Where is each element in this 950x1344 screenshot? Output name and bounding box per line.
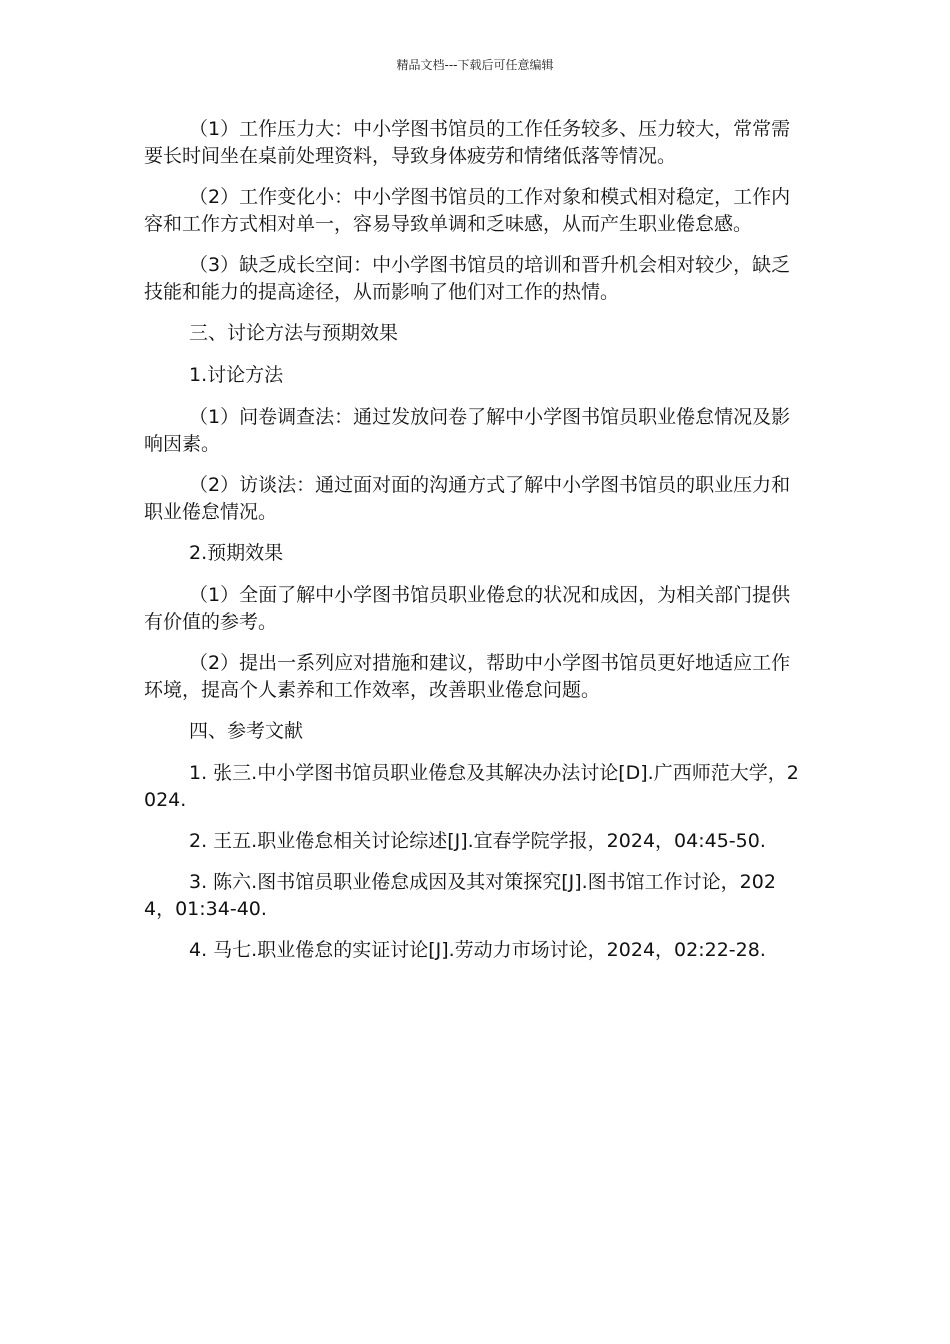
subheading-discussion-method: 1.讨论方法	[189, 364, 284, 386]
subheading-expected-effect: 2.预期效果	[189, 542, 284, 564]
reference-item: 1. 张三.中小学图书馆员职业倦怠及其解决办法讨论[D].广西师范大学，2024.	[144, 762, 799, 811]
paragraph-effect-understanding: （1）全面了解中小学图书馆员职业倦怠的状况和成因，为相关部门提供有价值的参考。	[144, 584, 791, 633]
document-body	[144, 116, 806, 978]
paragraph-growth-space: （3）缺乏成长空间：中小学图书馆员的培训和晋升机会相对较少，缺乏技能和能力的提高途径，从而影响了他们对工作的热情。	[144, 254, 791, 303]
paragraph-interview: （2）访谈法：通过面对面的沟通方式了解中小学图书馆员的职业压力和职业倦怠情况。	[144, 474, 791, 523]
reference-item: 3. 陈六.图书馆员职业倦怠成因及其对策探究[J].图书馆工作讨论，2024，01:34-40.	[144, 871, 776, 920]
reference-item: 4. 马七.职业倦怠的实证讨论[J].劳动力市场讨论，2024，02:22-28.	[189, 939, 766, 961]
paragraph-questionnaire: （1）问卷调查法：通过发放问卷了解中小学图书馆员职业倦怠情况及影响因素。	[144, 406, 791, 455]
section-heading-references: 四、参考文献	[189, 720, 304, 742]
page-header: 精品文档---下载后可任意编辑	[396, 58, 554, 72]
paragraph-work-monotony: （2）工作变化小：中小学图书馆员的工作对象和模式相对稳定，工作内容和工作方式相对单一，容易导致单调和乏味感，从而产生职业倦怠感。	[144, 186, 791, 235]
section-heading-methods: 三、讨论方法与预期效果	[189, 322, 399, 344]
reference-item: 2. 王五.职业倦怠相关讨论综述[J].宜春学院学报，2024，04:45-50.	[189, 830, 766, 852]
paragraph-effect-measures: （2）提出一系列应对措施和建议，帮助中小学图书馆员更好地适应工作环境，提高个人素养和工作效率，改善职业倦怠问题。	[144, 652, 791, 701]
paragraph-work-pressure: （1）工作压力大：中小学图书馆员的工作任务较多、压力较大，常常需要长时间坐在桌前处理资料，导致身体疲劳和情绪低落等情况。	[144, 118, 791, 167]
